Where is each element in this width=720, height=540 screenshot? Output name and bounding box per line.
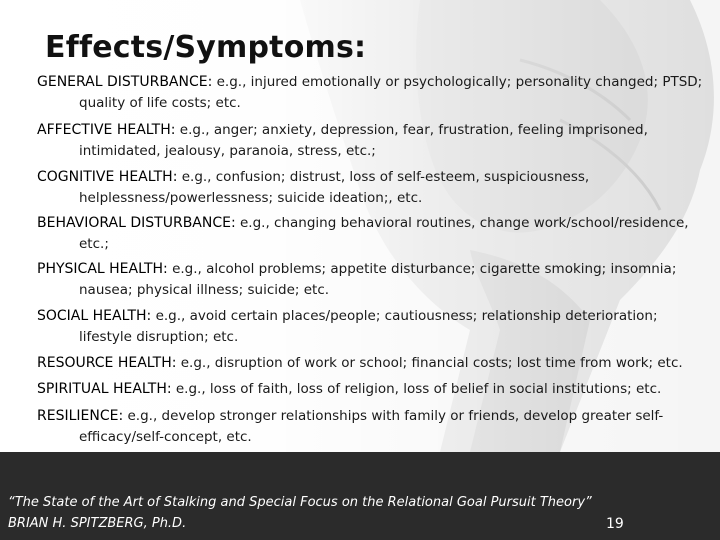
entry-text: e.g., develop stronger relationships with family or friends, develop greater self- xyxy=(127,408,664,424)
list-item xyxy=(37,306,707,348)
list-item xyxy=(37,379,707,400)
entry-heading: PHYSICAL HEALTH: xyxy=(37,261,168,277)
entry-heading: RESILIENCE: xyxy=(37,408,124,424)
entry-text-continued: etc.; xyxy=(79,236,109,252)
entry-heading: BEHAVIORAL DISTURBANCE: xyxy=(37,215,236,231)
entry-text-continued: helplessness/powerlessness; suicide ideation;, etc. xyxy=(79,190,423,206)
entry-text: e.g., anger; anxiety, depression, fear, frustration, feeling imprisoned, xyxy=(179,122,648,138)
entry-text-continued: intimidated, jealousy, paranoia, stress, etc.; xyxy=(79,143,376,159)
entry-heading: RESOURCE HEALTH: xyxy=(37,355,177,371)
citation-title: “The State of the Art of Stalking and Special Focus on the Relational Goal Pursuit Theory” xyxy=(8,495,592,510)
list-item xyxy=(37,120,707,162)
entry-text: e.g., loss of faith, loss of religion, loss of belief in social institutions; etc. xyxy=(175,381,662,397)
entry-text-continued: lifestyle disruption; etc. xyxy=(79,329,239,345)
entry-heading: SPIRITUAL HEALTH: xyxy=(37,381,172,397)
entry-text: e.g., injured emotionally or psychologically; personality changed; PTSD; xyxy=(216,74,703,90)
entry-heading: GENERAL DISTURBANCE: xyxy=(37,74,213,90)
entry-text: e.g., disruption of work or school; financial costs; lost time from work; etc. xyxy=(180,355,683,371)
list-item xyxy=(37,406,707,448)
list-item xyxy=(37,167,707,209)
list-item xyxy=(37,353,707,374)
entry-text-continued: nausea; physical illness; suicide; etc. xyxy=(79,282,330,298)
footer-bar xyxy=(0,452,720,540)
entry-text-continued: quality of life costs; etc. xyxy=(79,95,241,111)
entry-text: e.g., alcohol problems; appetite disturbance; cigarette smoking; insomnia; xyxy=(172,261,677,277)
citation-author: BRIAN H. SPITZBERG, Ph.D. xyxy=(8,516,187,531)
list-item xyxy=(37,72,707,114)
entry-heading: SOCIAL HEALTH: xyxy=(37,308,152,324)
entry-text: e.g., avoid certain places/people; cautiousness; relationship deterioration; xyxy=(155,308,658,324)
entry-text-continued: efficacy/self-concept, etc. xyxy=(79,429,252,445)
page-title: Effects/Symptoms: xyxy=(45,30,367,65)
entry-text: e.g., confusion; distrust, loss of self-esteem, suspiciousness, xyxy=(181,169,590,185)
list-item xyxy=(37,259,707,301)
entry-heading: AFFECTIVE HEALTH: xyxy=(37,122,176,138)
page-number: 19 xyxy=(606,516,624,532)
entry-heading: COGNITIVE HEALTH: xyxy=(37,169,178,185)
entry-text: e.g., changing behavioral routines, change work/school/residence, xyxy=(239,215,689,231)
list-item xyxy=(37,213,707,255)
